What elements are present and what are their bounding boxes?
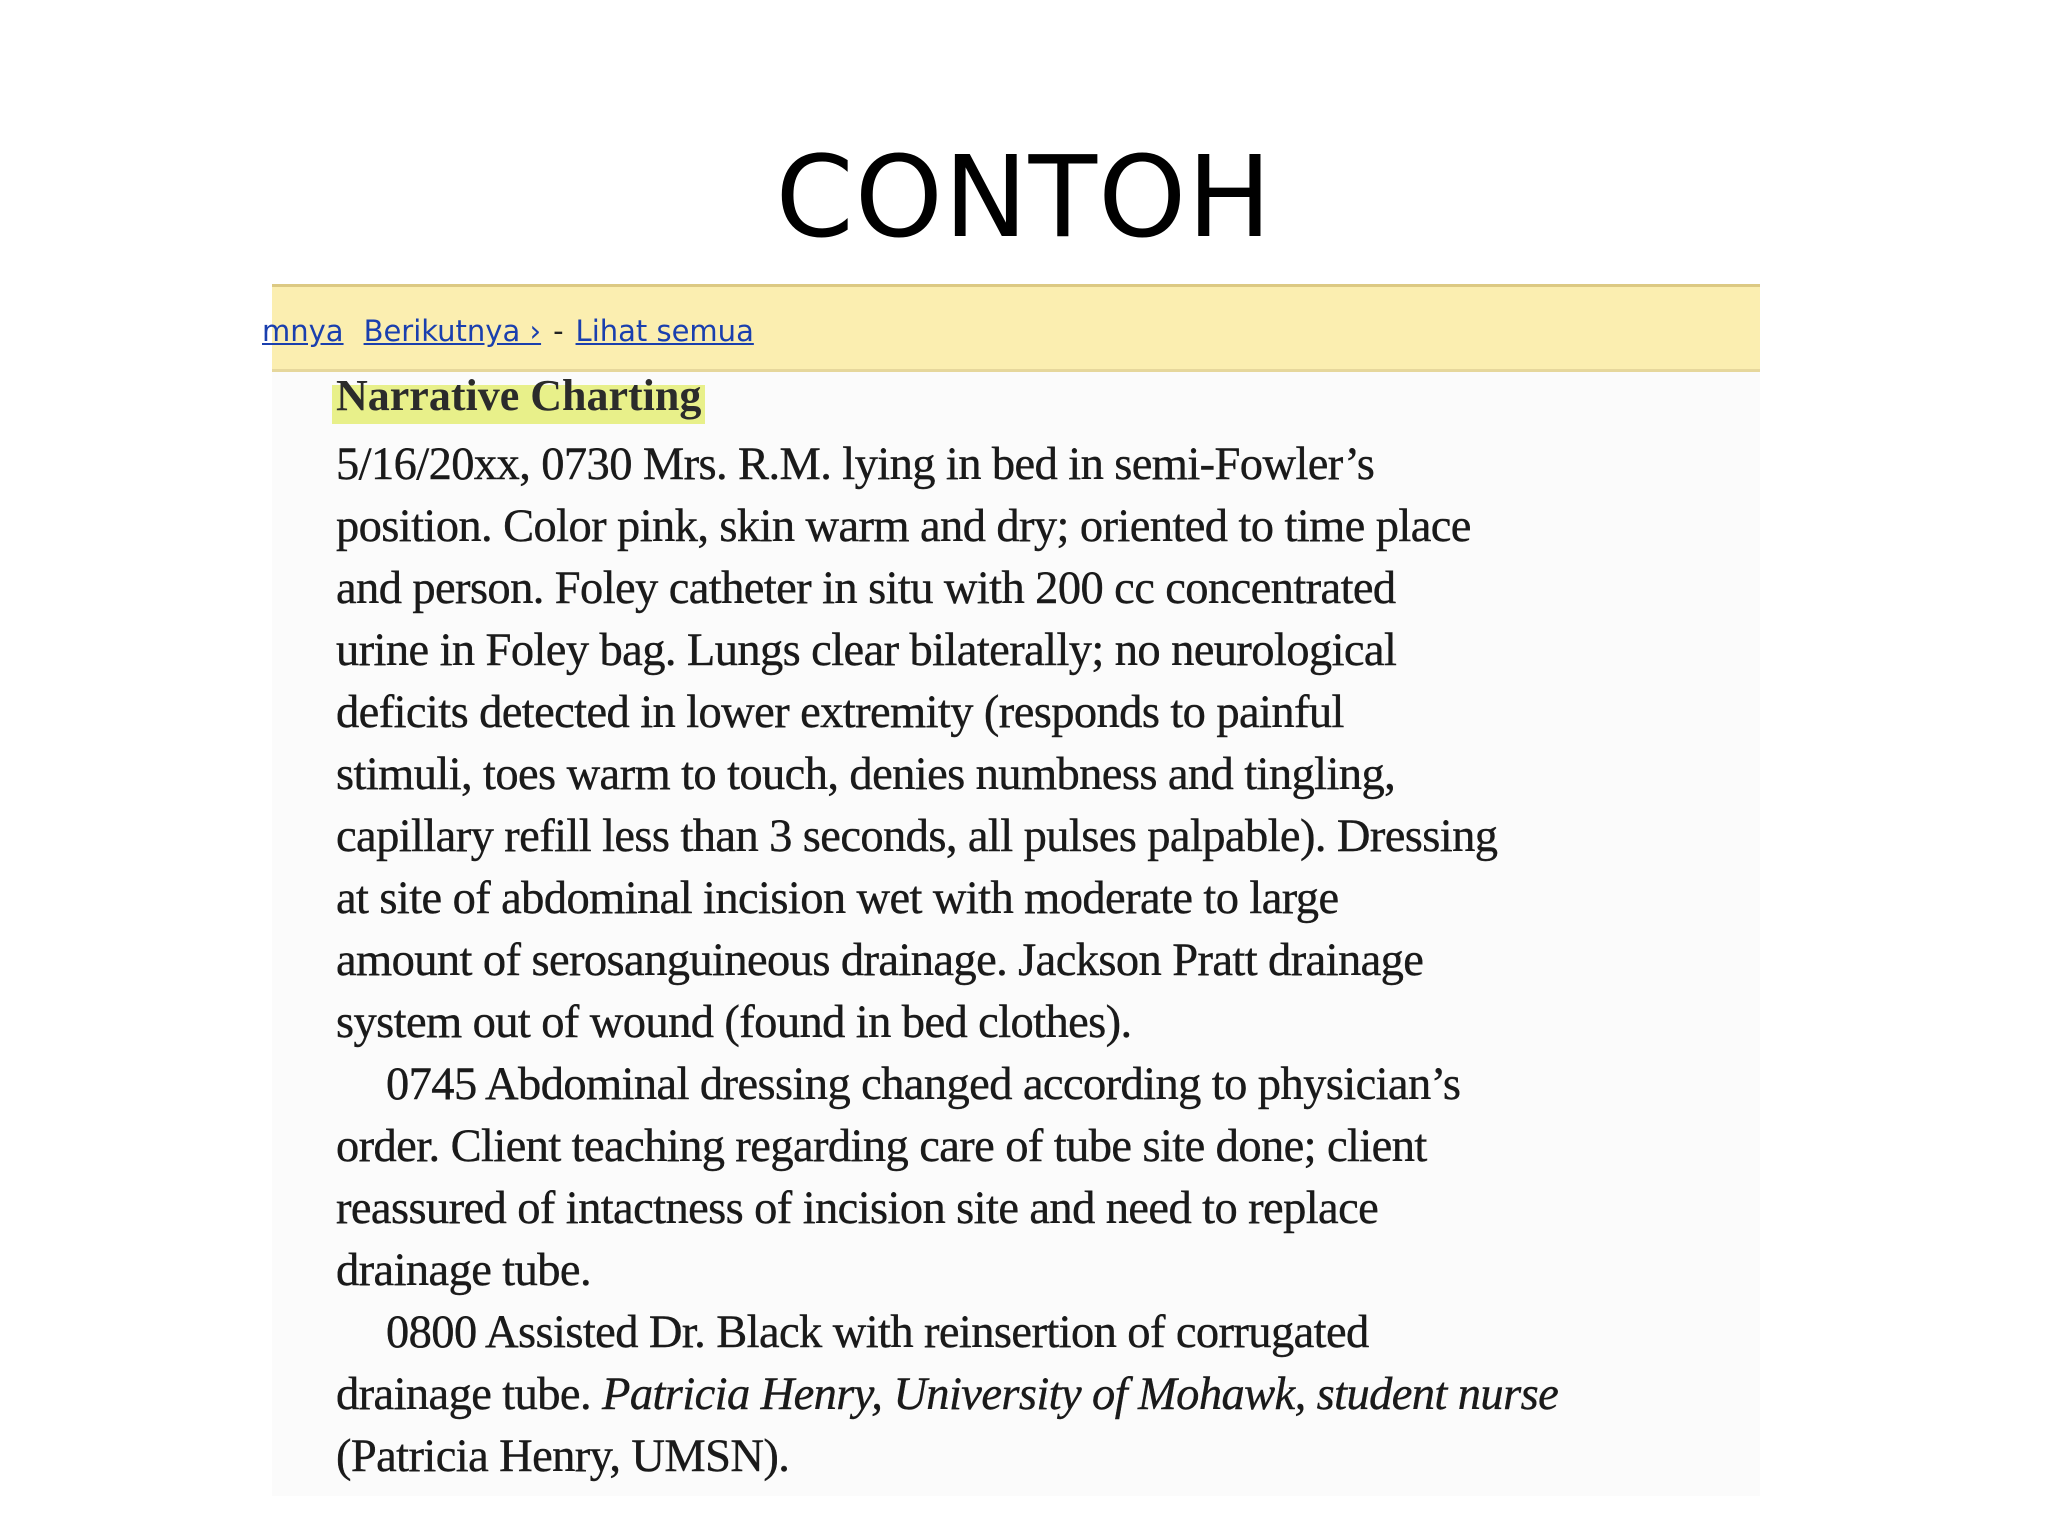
- text-line: reassured of intactness of incision site and need to replace: [336, 1183, 1379, 1234]
- text-line: and person. Foley catheter in situ with 200 cc concentrated: [336, 563, 1396, 614]
- text-line: order. Client teaching regarding care of tube site done; client: [336, 1121, 1427, 1172]
- next-link[interactable]: Berikutnya ›: [363, 314, 542, 348]
- pagination-links: [262, 311, 754, 351]
- screenshot-panel: [262, 284, 1760, 1496]
- text-line: position. Color pink, skin warm and dry; oriented to time place: [336, 501, 1471, 552]
- slide-title: CONTOH: [775, 133, 1273, 263]
- nav-separator: -: [553, 314, 564, 348]
- document-heading: Narrative Charting: [332, 368, 705, 424]
- text-line: stimuli, toes warm to touch, denies numbness and tingling,: [336, 749, 1396, 800]
- view-all-link[interactable]: Lihat semua: [575, 314, 754, 348]
- text-line: amount of serosanguineous drainage. Jackson Pratt drainage: [336, 935, 1424, 986]
- text-line: system out of wound (found in bed clothes).: [336, 997, 1132, 1048]
- text-segment: drainage tube.: [336, 1369, 603, 1420]
- text-line: urine in Foley bag. Lungs clear bilaterally; no neurological: [336, 625, 1397, 676]
- pagination-bar: [262, 284, 1760, 372]
- signature-line: [336, 1364, 1756, 1426]
- text-line: capillary refill less than 3 seconds, all pulses palpable). Dressing: [336, 811, 1498, 862]
- text-line: 5/16/20xx, 0730 Mrs. R.M. lying in bed in semi-Fowler’s: [336, 439, 1375, 490]
- text-line: at site of abdominal incision wet with moderate to large: [336, 873, 1339, 924]
- narrative-text: [336, 434, 1756, 1488]
- text-line: drainage tube.: [336, 1245, 591, 1296]
- text-line: deficits detected in lower extremity (responds to painful: [336, 687, 1344, 738]
- text-line: (Patricia Henry, UMSN).: [336, 1431, 790, 1482]
- text-line: 0800 Assisted Dr. Black with reinsertion of corrugated: [386, 1307, 1369, 1358]
- signature: Patricia Henry, University of Mohawk, student nurse: [602, 1369, 1559, 1420]
- text-line: 0745 Abdominal dressing changed according to physician’s: [386, 1059, 1461, 1110]
- previous-link[interactable]: mnya: [262, 314, 344, 348]
